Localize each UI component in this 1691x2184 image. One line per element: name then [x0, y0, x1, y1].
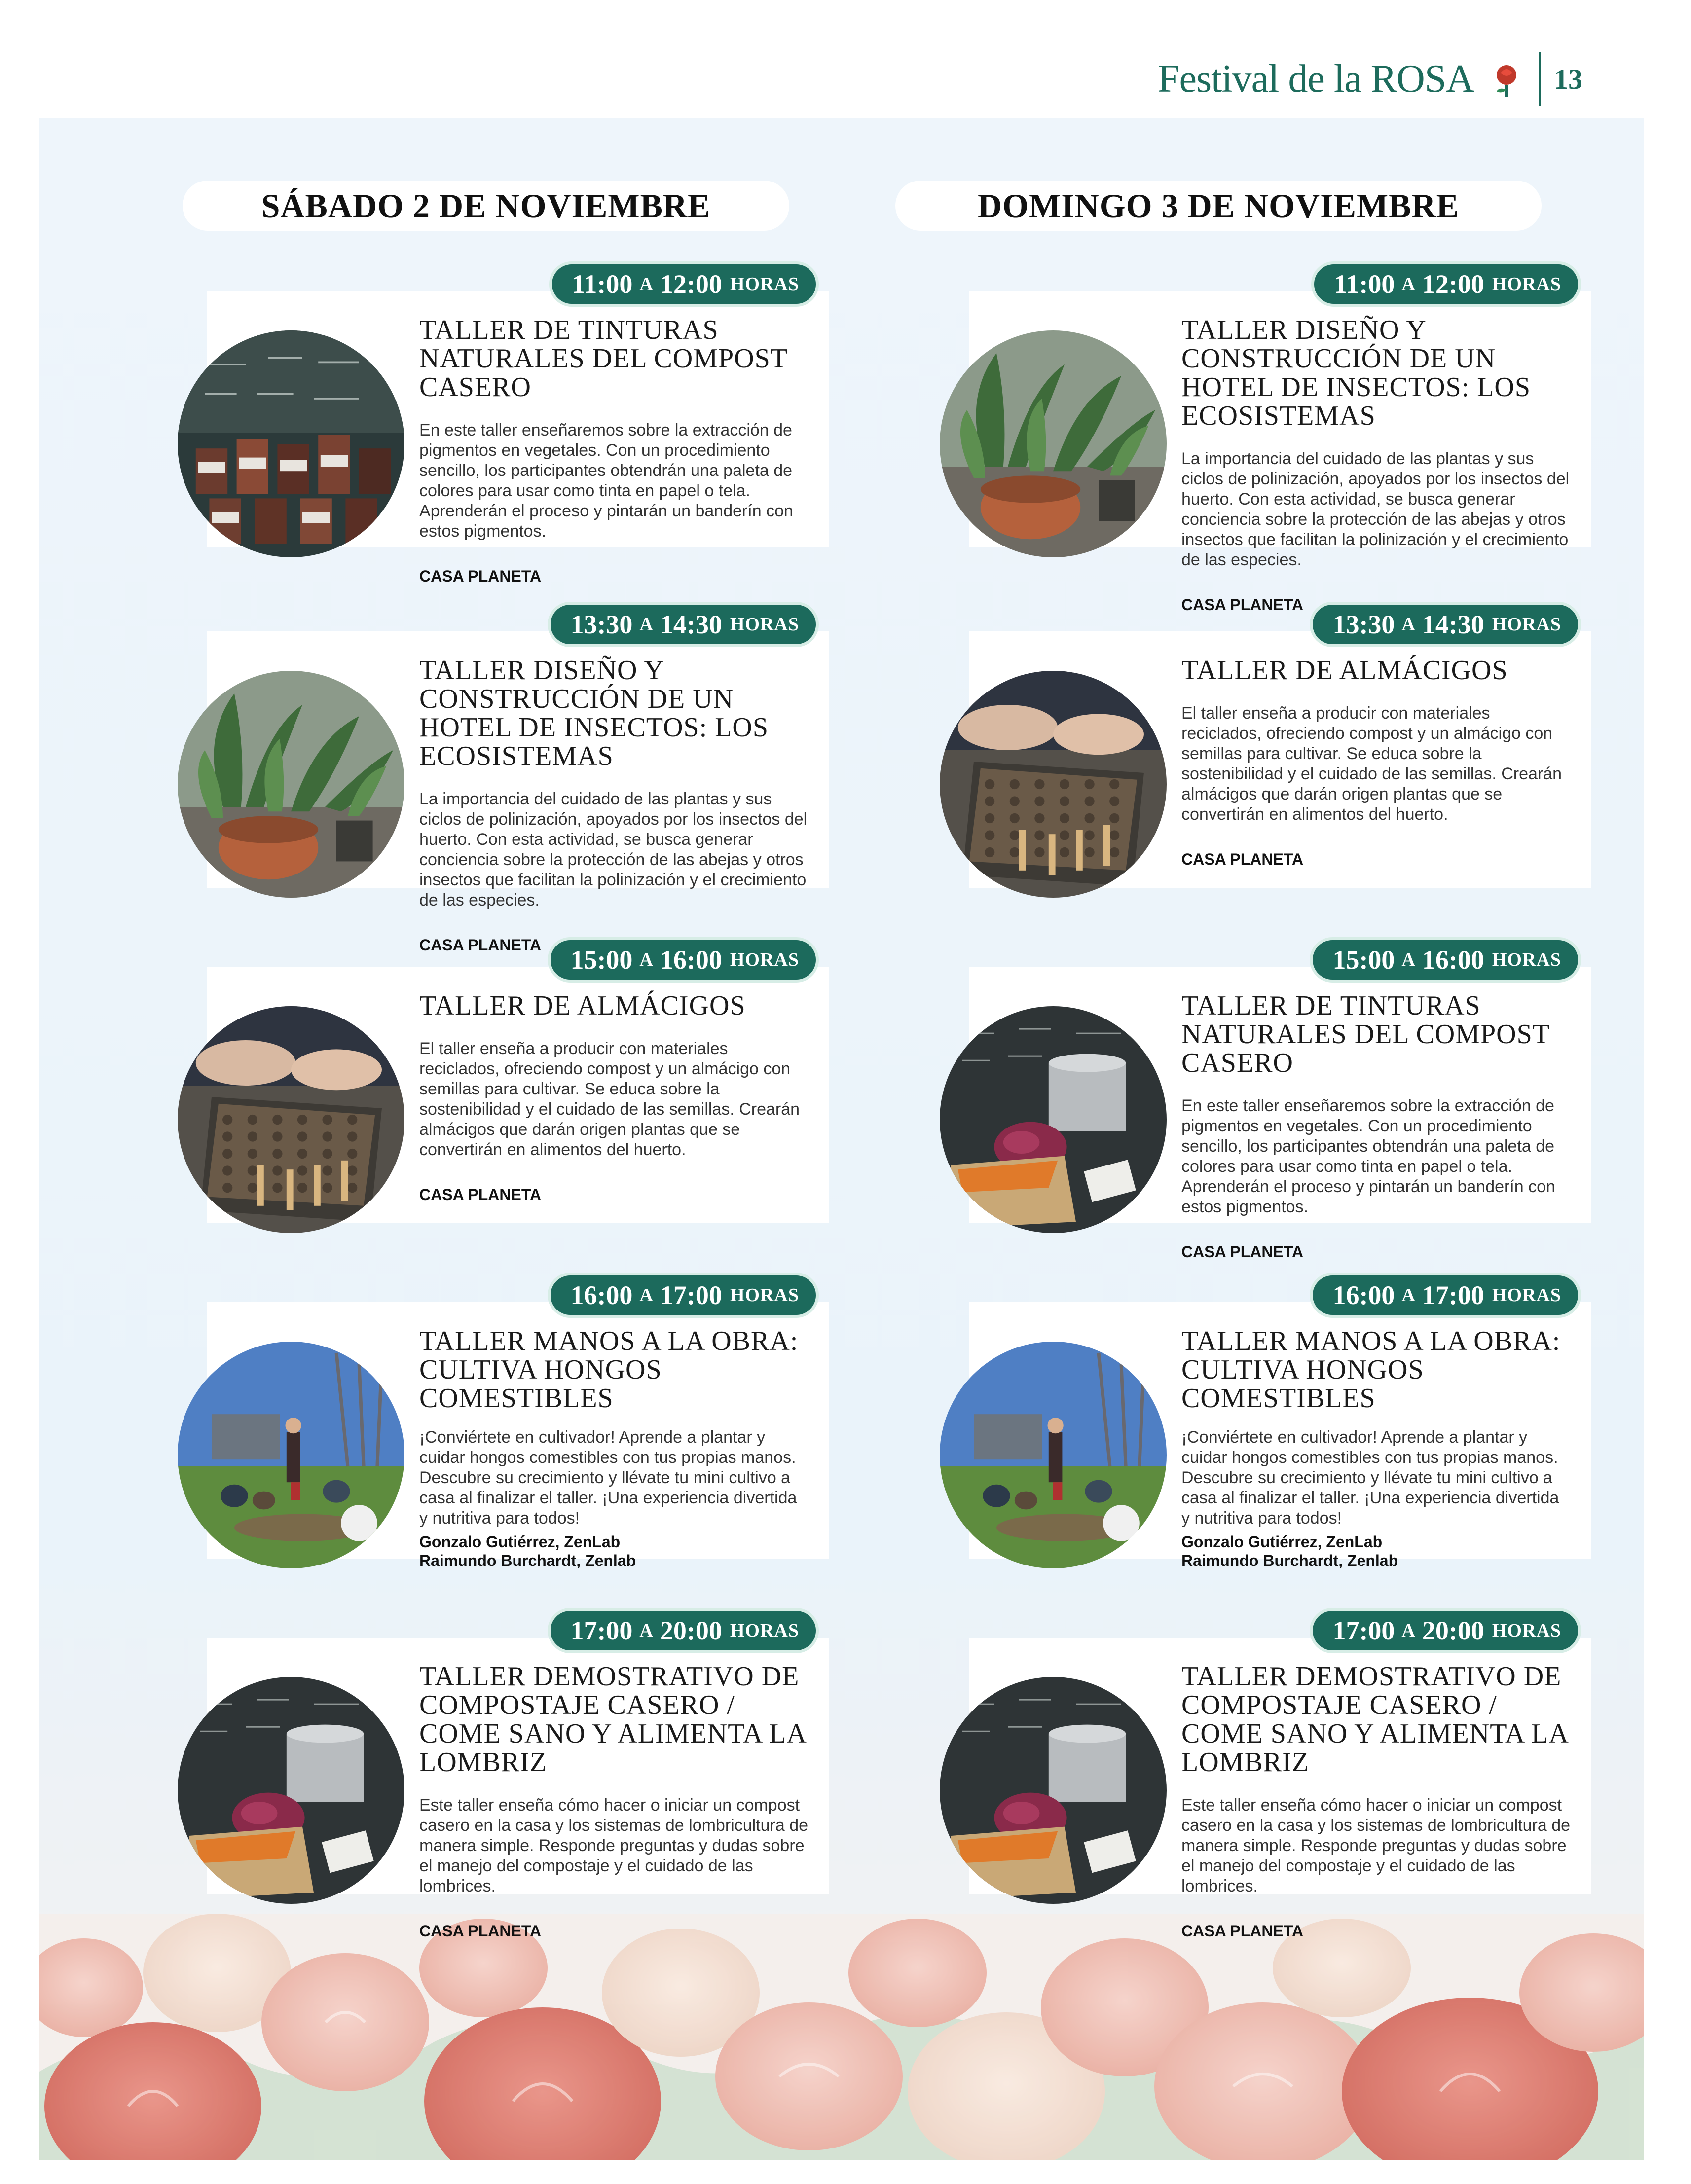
event-description: En este taller enseñaremos sobre la extracción de pigmentos en vegetales. Con un procedimiento sencillo, los participantes obtendrán una paleta de colores para usar como tinta en papel o tela. Aprenderán el proceso y pintarán un banderín con estos pigmentos.	[419, 421, 793, 541]
time-badge	[548, 1608, 819, 1653]
time-end: 14:30	[1422, 610, 1484, 639]
time-start: 11:00	[572, 269, 633, 299]
organizer-name: Raimundo Burchardt, Zenlab	[419, 1552, 636, 1569]
event-organizers	[1181, 1243, 1571, 1261]
time-badge	[1310, 1273, 1581, 1318]
time-end: 16:00	[1422, 945, 1484, 975]
event-photo	[940, 1342, 1167, 1568]
event-card-day1-5	[207, 1608, 829, 1940]
event-content	[1181, 316, 1571, 614]
event-description: El taller enseña a producir con materiales reciclados, ofreciendo compost y un almácigo con semillas para cultivar. Se educa sobre la sostenibilidad y el cuidado de las semillas. Crearán almácigos que darán origen plantas que se convertirán en alimentos del huerto.	[419, 1039, 800, 1159]
masthead	[1158, 49, 1582, 109]
event-organizers	[1181, 1532, 1571, 1570]
event-description: Este taller enseña cómo hacer o iniciar un compost casero en la casa y los sistemas de lombricultura de manera simple. Responde preguntas y dudas sobre el manejo del compostaje y el cuidado de las lombrices.	[419, 1796, 809, 1895]
event-title: TALLER MANOS A LA OBRA: CULTIVA HONGOS COMESTIBLES	[419, 1326, 799, 1414]
time-start: 17:00	[1332, 1616, 1395, 1645]
organizer-name: CASA PLANETA	[419, 936, 542, 954]
event-card-day2-4	[969, 1273, 1591, 1569]
event-title: TALLER MANOS A LA OBRA: CULTIVA HONGOS COMESTIBLES	[1181, 1326, 1561, 1414]
event-photo	[178, 1006, 404, 1233]
time-separator: A	[639, 949, 653, 970]
time-unit: HORAS	[730, 274, 799, 294]
time-start: 15:00	[570, 945, 633, 975]
time-badge	[549, 261, 819, 307]
organizer-name: CASA PLANETA	[1181, 596, 1304, 614]
event-content	[419, 316, 809, 585]
event-title: TALLER DISEÑO Y CONSTRUCCIÓN DE UN HOTEL DE INSECTOS: LOS ECOSISTEMAS	[419, 655, 769, 771]
time-start: 15:00	[1332, 945, 1395, 975]
organizer-name: Gonzalo Gutiérrez, ZenLab	[419, 1533, 621, 1551]
organizer-name: CASA PLANETA	[419, 1922, 542, 1940]
time-unit: HORAS	[1492, 949, 1561, 970]
event-organizers	[419, 1922, 809, 1940]
time-separator: A	[1401, 1285, 1415, 1306]
publication-title: Festival de la ROSA	[1158, 57, 1474, 101]
event-card-day1-3	[207, 937, 829, 1223]
time-unit: HORAS	[730, 614, 799, 635]
event-card-day1-1	[207, 261, 829, 585]
time-start: 13:30	[570, 610, 633, 639]
event-title: TALLER DE ALMÁCIGOS	[419, 990, 746, 1021]
time-end: 12:00	[1422, 269, 1484, 299]
organizer-name: Gonzalo Gutiérrez, ZenLab	[1181, 1533, 1383, 1551]
time-separator: A	[1401, 274, 1415, 294]
day-header-saturday: SÁBADO 2 DE NOVIEMBRE	[183, 181, 789, 231]
event-organizers	[419, 567, 809, 585]
time-start: 17:00	[570, 1616, 633, 1645]
time-end: 14:30	[660, 610, 722, 639]
event-content	[1181, 1662, 1571, 1940]
event-title: TALLER DE TINTURAS NATURALES DEL COMPOST CASERO	[419, 315, 787, 402]
event-content	[419, 991, 809, 1204]
event-content	[419, 1327, 809, 1570]
event-content	[419, 656, 809, 954]
time-badge	[1310, 602, 1581, 647]
event-description: ¡Conviértete en cultivador! Aprende a plantar y cuidar hongos comestibles con tus propias manos. Descubre su crecimiento y llévate tu mini cultivo a casa al finalizar el taller. ¡Una experiencia divertida y nutritiva para todos!	[419, 1428, 797, 1528]
event-description: La importancia del cuidado de las plantas y sus ciclos de polinización, apoyados por los insectos del huerto. Con esta actividad, se busca generar conciencia sobre la protección de las abejas y otros insectos que facilitan la polinización y el crecimiento de las especies.	[1181, 449, 1570, 569]
event-photo	[940, 1677, 1167, 1904]
time-badge	[548, 1273, 819, 1318]
time-end: 17:00	[660, 1280, 722, 1310]
time-end: 20:00	[660, 1616, 722, 1645]
time-unit: HORAS	[730, 949, 799, 970]
event-card-day2-2	[969, 602, 1591, 888]
event-organizers	[1181, 1922, 1571, 1940]
page-number: 13	[1554, 63, 1582, 95]
event-card-day2-1	[969, 261, 1591, 614]
time-separator: A	[639, 274, 653, 294]
time-start: 13:30	[1332, 610, 1395, 639]
time-start: 11:00	[1334, 269, 1395, 299]
time-badge	[548, 602, 819, 647]
event-photo	[178, 1677, 404, 1904]
event-photo	[178, 1342, 404, 1568]
organizer-name: CASA PLANETA	[419, 1186, 542, 1203]
event-content	[1181, 656, 1571, 869]
day-header-sunday: DOMINGO 3 DE NOVIEMBRE	[895, 181, 1542, 231]
event-content	[1181, 1327, 1571, 1570]
event-photo	[178, 671, 404, 898]
roses-decoration	[39, 1914, 1644, 2160]
event-description: ¡Conviértete en cultivador! Aprende a plantar y cuidar hongos comestibles con tus propias manos. Descubre su crecimiento y llévate tu mini cultivo a casa al finalizar el taller. ¡Una experiencia divertida y nutritiva para todos!	[1181, 1428, 1559, 1528]
event-title: TALLER DE TINTURAS NATURALES DEL COMPOST CASERO	[1181, 990, 1549, 1078]
time-start: 16:00	[1332, 1280, 1395, 1310]
event-photo	[940, 330, 1167, 557]
event-organizers	[1181, 850, 1571, 869]
time-end: 17:00	[1422, 1280, 1484, 1310]
organizer-name: Raimundo Burchardt, Zenlab	[1181, 1552, 1398, 1569]
organizer-name: CASA PLANETA	[419, 567, 542, 585]
time-end: 16:00	[660, 945, 722, 975]
event-description: En este taller enseñaremos sobre la extracción de pigmentos en vegetales. Con un procedimiento sencillo, los participantes obtendrán una paleta de colores para usar como tinta en papel o tela. Aprenderán el proceso y pintarán un banderín con estos pigmentos.	[1181, 1096, 1555, 1216]
event-title: TALLER DISEÑO Y CONSTRUCCIÓN DE UN HOTEL DE INSECTOS: LOS ECOSISTEMAS	[1181, 315, 1531, 431]
time-separator: A	[639, 1620, 653, 1641]
time-end: 12:00	[660, 269, 722, 299]
event-content	[419, 1662, 809, 1940]
organizer-name: CASA PLANETA	[1181, 1243, 1304, 1261]
event-organizers	[419, 1186, 809, 1204]
event-card-day1-4	[207, 1273, 829, 1569]
time-unit: HORAS	[1492, 274, 1561, 294]
time-separator: A	[1401, 614, 1415, 635]
event-description: La importancia del cuidado de las plantas y sus ciclos de polinización, apoyados por los insectos del huerto. Con esta actividad, se busca generar conciencia sobre la protección de las abejas y otros insectos que facilitan la polinización y el crecimiento de las especies.	[419, 790, 808, 910]
time-separator: A	[639, 1285, 653, 1306]
time-badge	[1311, 261, 1581, 307]
event-title: TALLER DEMOSTRATIVO DE COMPOSTAJE CASERO / COME SANO Y ALIMENTA LA LOMBRIZ	[419, 1661, 806, 1778]
time-badge	[1310, 937, 1581, 983]
time-badge	[1310, 1608, 1581, 1653]
event-card-day1-2	[207, 602, 829, 954]
event-title: TALLER DEMOSTRATIVO DE COMPOSTAJE CASERO / COME SANO Y ALIMENTA LA LOMBRIZ	[1181, 1661, 1568, 1778]
time-end: 20:00	[1422, 1616, 1484, 1645]
event-card-day2-3	[969, 937, 1591, 1261]
masthead-divider	[1539, 52, 1541, 106]
event-description: El taller enseña a producir con materiales reciclados, ofreciendo compost y un almácigo con semillas para cultivar. Se educa sobre la sostenibilidad y el cuidado de las semillas. Crearán almácigos que darán origen plantas que se convertirán en alimentos del huerto.	[1181, 704, 1562, 824]
time-unit: HORAS	[1492, 614, 1561, 635]
time-unit: HORAS	[730, 1285, 799, 1306]
time-unit: HORAS	[1492, 1620, 1561, 1641]
time-unit: HORAS	[730, 1620, 799, 1641]
organizer-name: CASA PLANETA	[1181, 1922, 1304, 1940]
time-separator: A	[1401, 1620, 1415, 1641]
event-photo	[940, 1006, 1167, 1233]
event-content	[1181, 991, 1571, 1261]
time-unit: HORAS	[1492, 1285, 1561, 1306]
event-photo	[940, 671, 1167, 898]
event-photo	[178, 330, 404, 557]
event-description: Este taller enseña cómo hacer o iniciar un compost casero en la casa y los sistemas de lombricultura de manera simple. Responde preguntas y dudas sobre el manejo del compostaje y el cuidado de las lombrices.	[1181, 1796, 1571, 1895]
event-title: TALLER DE ALMÁCIGOS	[1181, 655, 1508, 686]
rose-icon	[1487, 59, 1526, 99]
time-separator: A	[1401, 949, 1415, 970]
time-start: 16:00	[570, 1280, 633, 1310]
event-organizers	[419, 1532, 809, 1570]
time-separator: A	[639, 614, 653, 635]
event-card-day2-5	[969, 1608, 1591, 1940]
time-badge	[548, 937, 819, 983]
organizer-name: CASA PLANETA	[1181, 850, 1304, 868]
